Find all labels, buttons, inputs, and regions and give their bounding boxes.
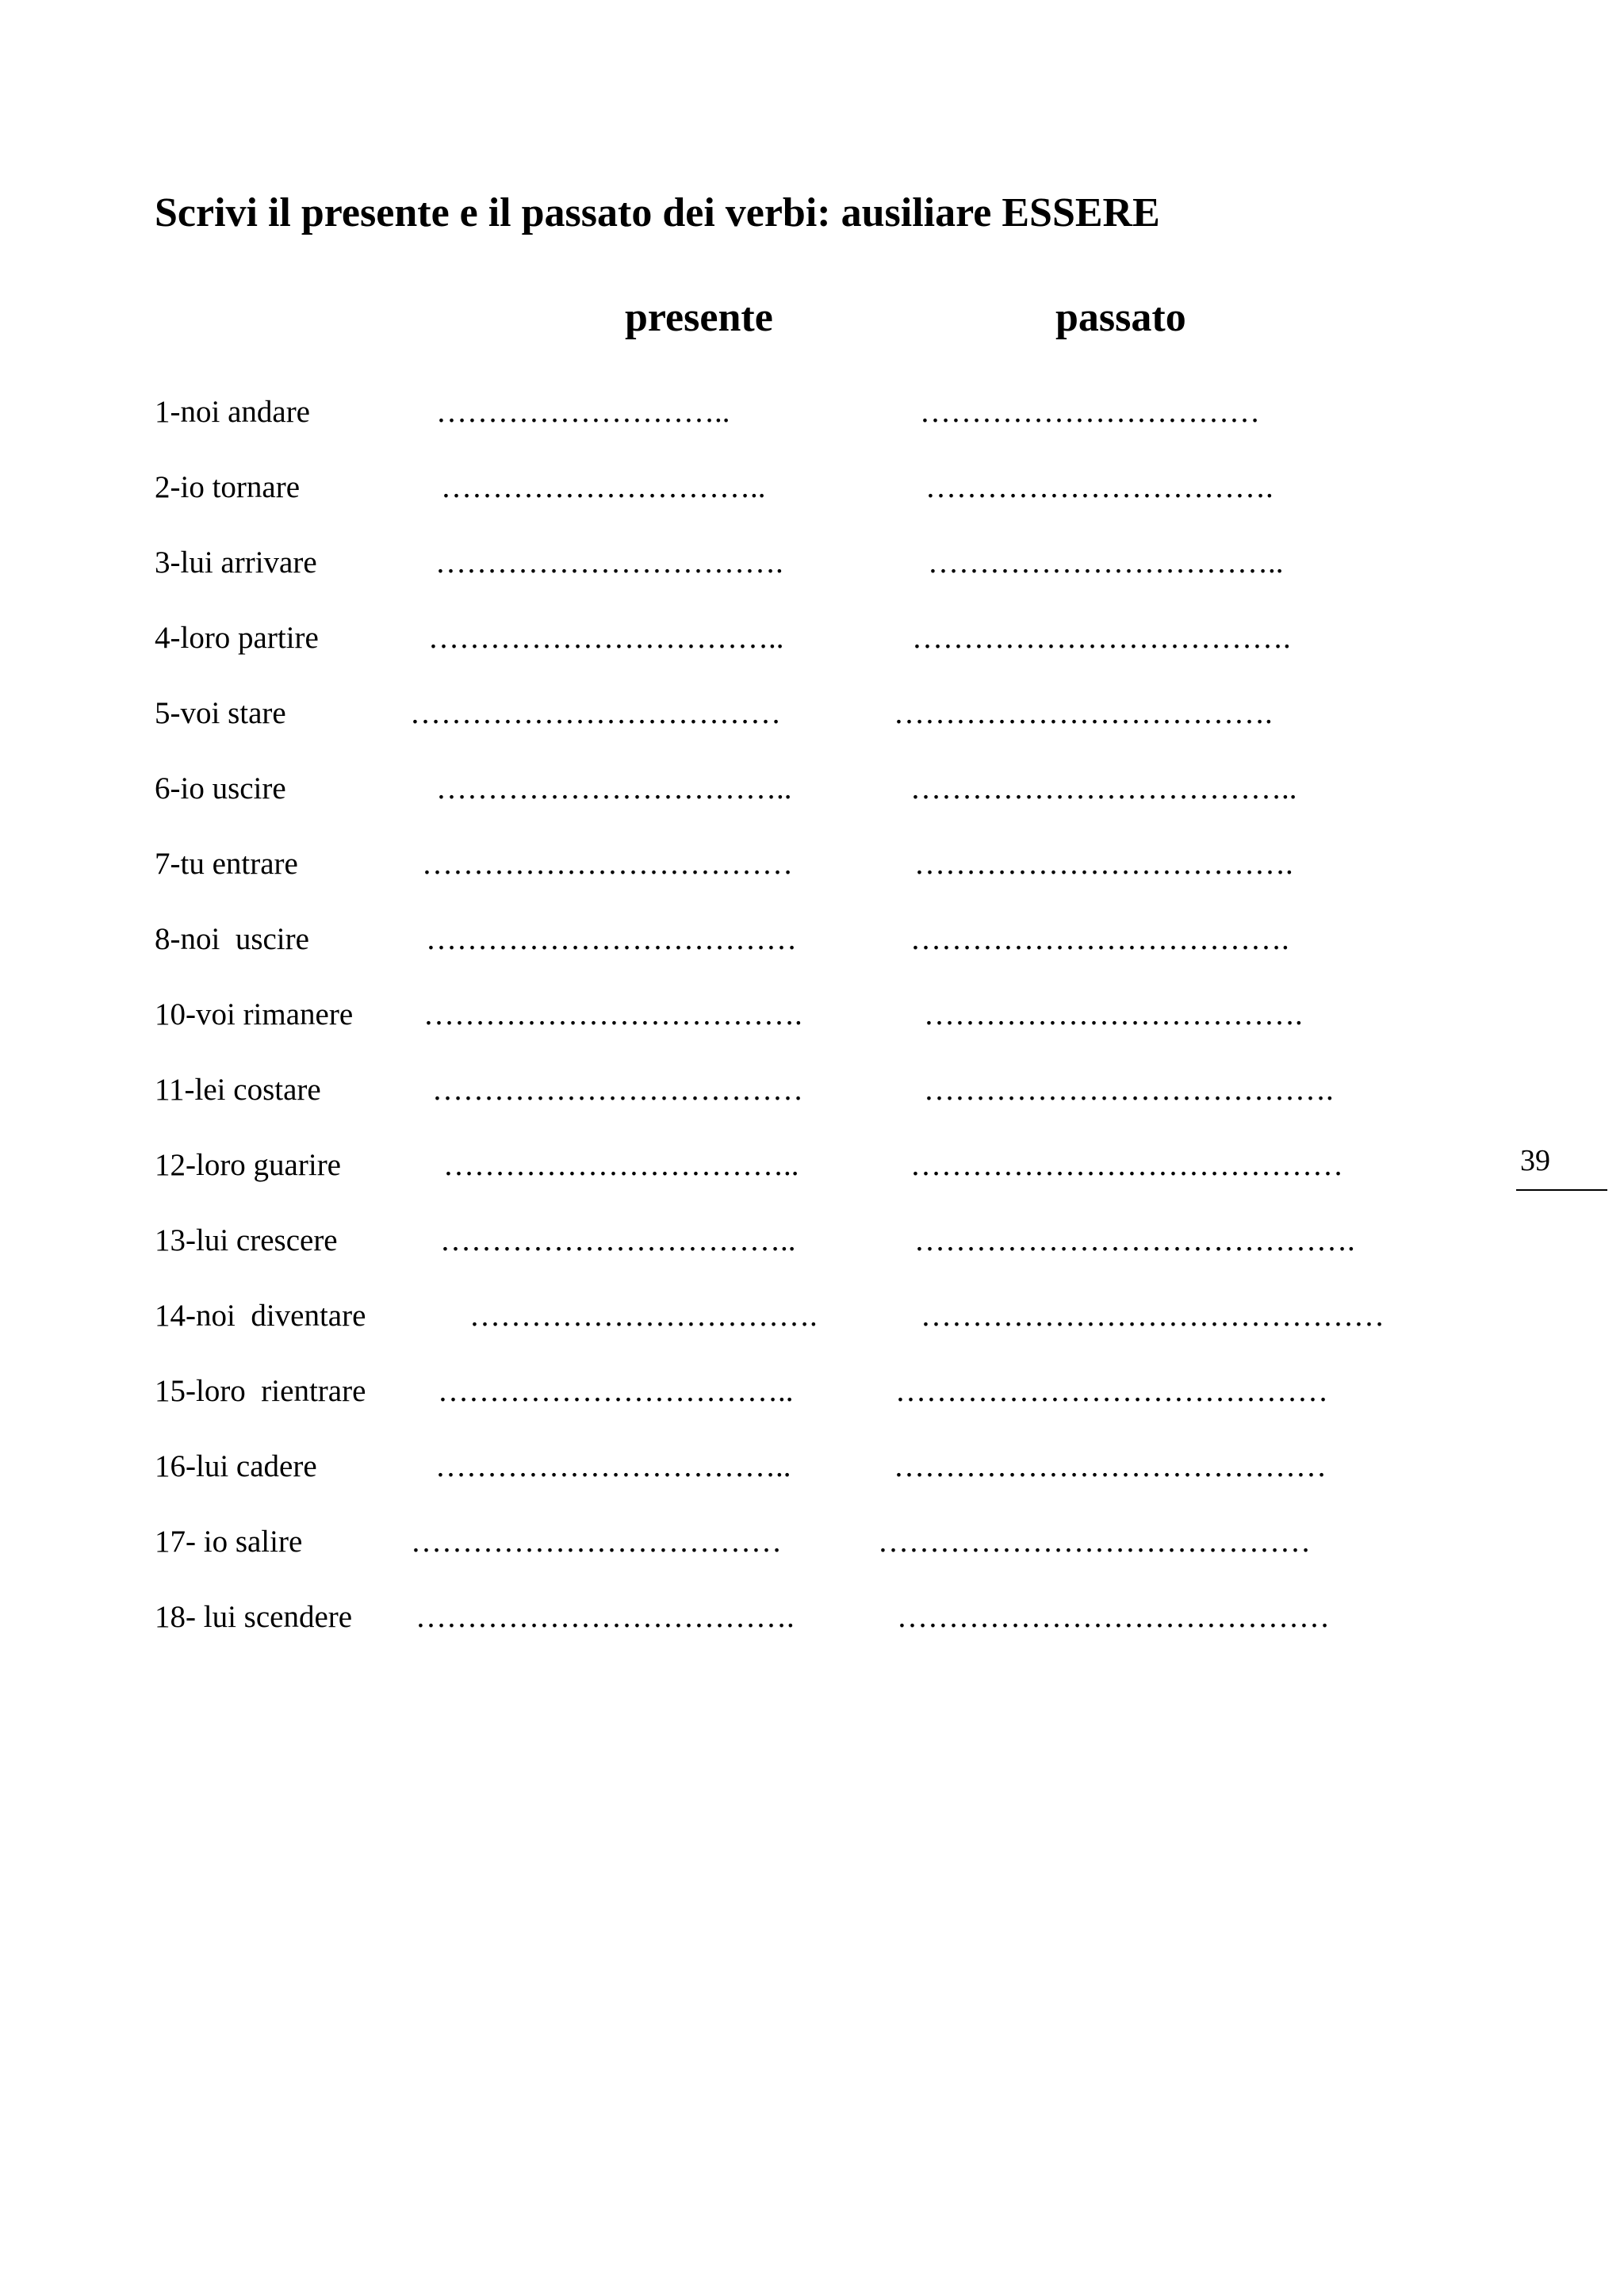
exercise-row <box>0 1526 1624 1574</box>
passato-answer-line[interactable]: ………………………………. <box>894 696 1273 730</box>
passato-answer-line[interactable]: …………………………………… <box>895 1374 1328 1408</box>
verb-prompt: 14-noi diventare <box>155 1299 366 1333</box>
presente-answer-line[interactable]: …………………………….. <box>435 1449 791 1483</box>
worksheet-title: Scrivi il presente e il passato dei verbi: ausiliare ESSERE <box>155 190 1160 235</box>
presente-answer-line[interactable]: …………………………….. <box>440 1223 796 1257</box>
verb-prompt: 11-lei costare <box>155 1073 321 1107</box>
verb-prompt: 1-noi andare <box>155 395 310 429</box>
verb-prompt: 15-loro rientrare <box>155 1374 366 1408</box>
column-header-presente: presente <box>625 295 773 340</box>
exercise-row <box>0 1074 1624 1122</box>
passato-answer-line[interactable]: ………………………………. <box>912 621 1291 655</box>
exercise-row <box>0 698 1624 745</box>
verb-prompt: 13-lui crescere <box>155 1223 338 1257</box>
presente-answer-line[interactable]: …………………………….. <box>443 1148 799 1182</box>
exercise-row <box>0 1225 1624 1272</box>
presente-answer-line[interactable]: ……………………………… <box>422 847 793 881</box>
exercise-row <box>0 1300 1624 1348</box>
passato-answer-line[interactable]: ………………………………. <box>910 922 1289 956</box>
exercise-row <box>0 999 1624 1047</box>
verb-prompt: 8-noi uscire <box>155 922 309 956</box>
passato-answer-line[interactable]: …………………………….. <box>928 545 1284 580</box>
exercise-row <box>0 396 1624 444</box>
verb-prompt: 12-loro guarire <box>155 1148 341 1182</box>
passato-answer-line[interactable]: …………………………………. <box>924 1073 1334 1107</box>
passato-answer-line[interactable]: …………………………………… <box>878 1525 1311 1559</box>
presente-answer-line[interactable]: ……………………………… <box>410 696 781 730</box>
presente-answer-line[interactable]: ……………………………. <box>469 1299 818 1333</box>
exercise-row <box>0 472 1624 519</box>
passato-answer-line[interactable]: …………………………… <box>920 395 1260 429</box>
verb-prompt: 4-loro partire <box>155 621 319 655</box>
passato-answer-line[interactable]: ……………………………. <box>925 470 1274 504</box>
presente-answer-line[interactable]: ………………………………. <box>423 997 802 1031</box>
exercise-row <box>0 773 1624 821</box>
passato-answer-line[interactable]: …………………………………… <box>897 1600 1330 1634</box>
page-number: 39 <box>1520 1144 1550 1177</box>
passato-answer-line[interactable]: ………………………………. <box>914 847 1293 881</box>
exercise-row <box>0 924 1624 971</box>
verb-prompt: 10-voi rimanere <box>155 997 354 1031</box>
presente-answer-line[interactable]: …………………………….. <box>438 1374 794 1408</box>
verb-prompt: 17- io salire <box>155 1525 303 1559</box>
passato-answer-line[interactable]: ………………………………. <box>924 997 1303 1031</box>
exercise-row <box>0 1451 1624 1498</box>
verb-prompt: 2-io tornare <box>155 470 301 504</box>
verb-prompt: 6-io uscire <box>155 771 286 806</box>
verb-prompt: 18- lui scendere <box>155 1600 353 1634</box>
presente-answer-line[interactable]: ………………………….. <box>441 470 766 504</box>
exercise-row <box>0 1601 1624 1649</box>
passato-answer-line[interactable]: ……………………………….. <box>910 771 1297 806</box>
exercise-row <box>0 547 1624 595</box>
presente-answer-line[interactable]: ………………………………. <box>416 1600 795 1634</box>
presente-answer-line[interactable]: ……………………………… <box>432 1073 803 1107</box>
presente-answer-line[interactable]: ……………………………… <box>411 1525 782 1559</box>
column-header-passato: passato <box>1055 295 1186 340</box>
exercise-row <box>0 848 1624 896</box>
page-number-rule <box>1516 1189 1607 1191</box>
presente-answer-line[interactable]: ……………………………. <box>435 545 783 580</box>
verb-prompt: 5-voi stare <box>155 696 286 730</box>
presente-answer-line[interactable]: …………………………….. <box>428 621 784 655</box>
exercise-row <box>0 1150 1624 1197</box>
presente-answer-line[interactable]: …………………………….. <box>436 771 792 806</box>
exercise-row <box>0 622 1624 670</box>
presente-answer-line[interactable]: ……………………………… <box>426 922 797 956</box>
passato-answer-line[interactable]: ……………………………………. <box>914 1223 1355 1257</box>
verb-prompt: 16-lui cadere <box>155 1449 317 1483</box>
verb-prompt: 7-tu entrare <box>155 847 298 881</box>
exercise-row <box>0 1376 1624 1423</box>
verb-prompt: 3-lui arrivare <box>155 545 317 580</box>
passato-answer-line[interactable]: …………………………………… <box>894 1449 1327 1483</box>
passato-answer-line[interactable]: ……………………………………… <box>921 1299 1385 1333</box>
presente-answer-line[interactable]: ……………………….. <box>436 395 730 429</box>
passato-answer-line[interactable]: …………………………………… <box>910 1148 1343 1182</box>
